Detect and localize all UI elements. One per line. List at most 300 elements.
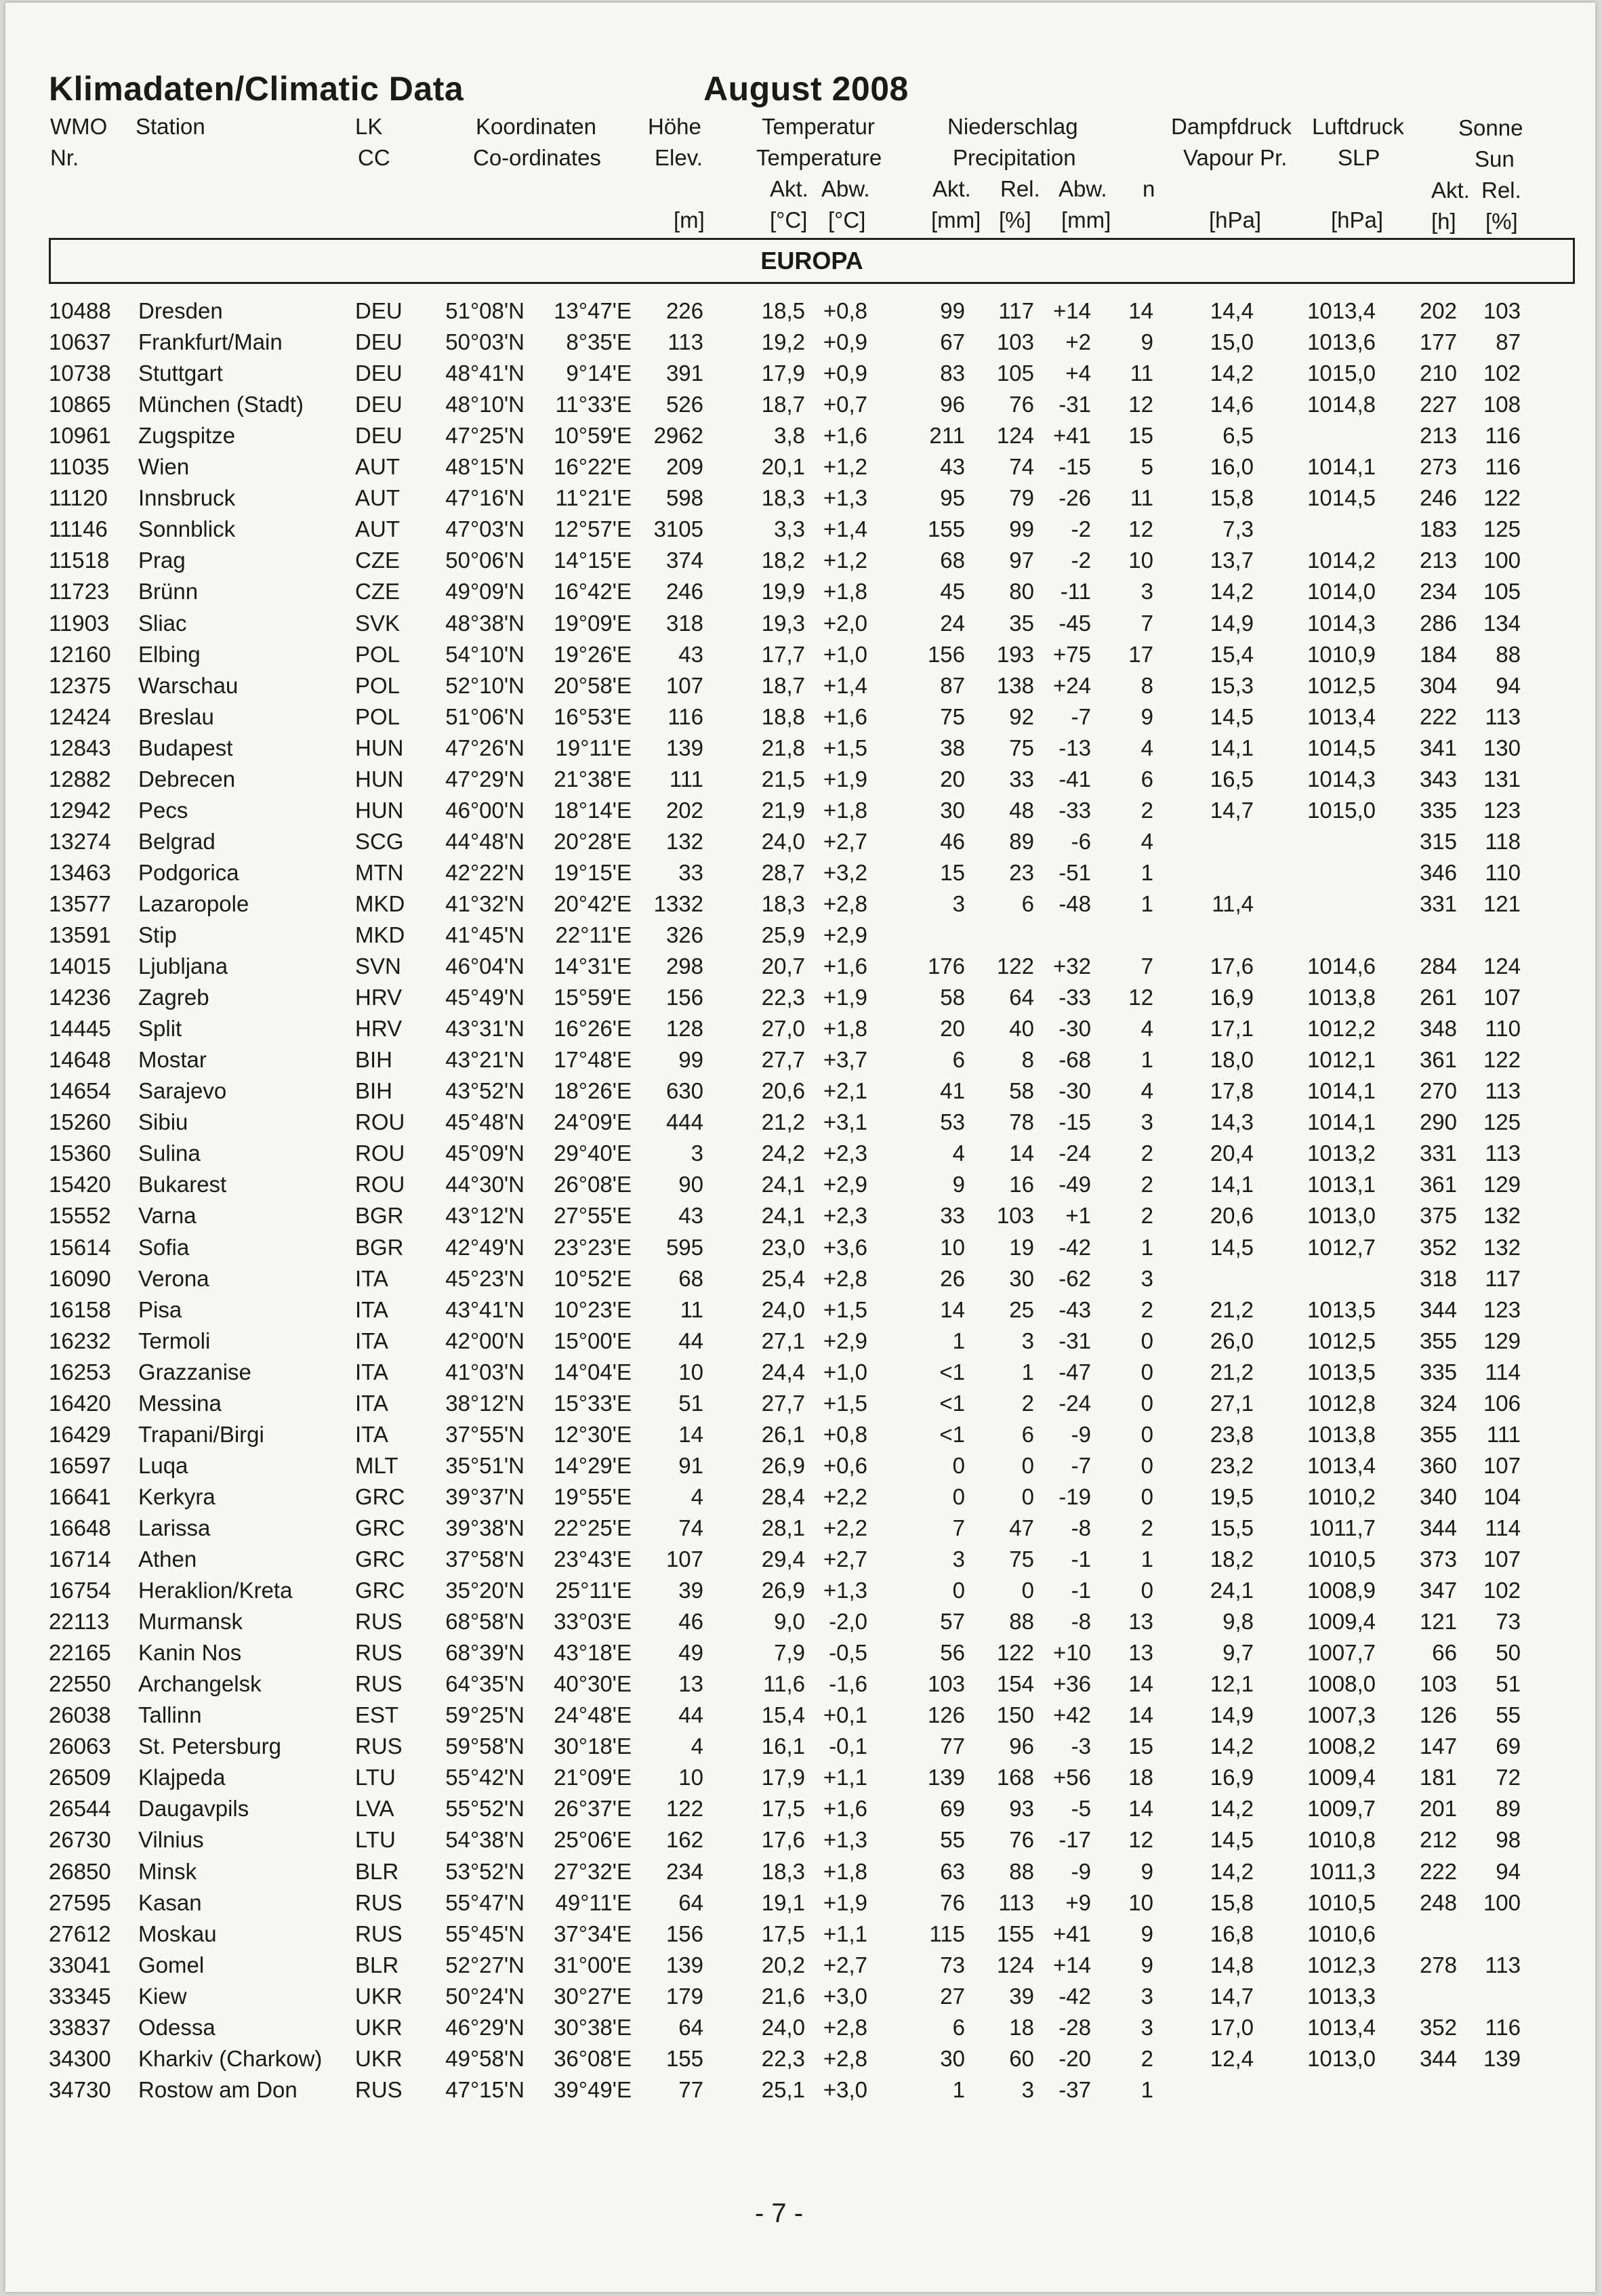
cell-p-abw: -33 (1059, 985, 1091, 1010)
cell-t-akt: 18,7 (761, 392, 805, 417)
cell-lat: 50°06'N (445, 548, 525, 573)
cell-wmo: 16714 (49, 1546, 111, 1572)
cell-station: Trapani/Birgi (138, 1421, 264, 1447)
cell-lon: 30°18'E (554, 1734, 632, 1759)
table-row (5, 922, 1595, 954)
cell-sun-akt: 375 (1419, 1203, 1457, 1229)
cell-p-akt: 56 (940, 1640, 965, 1666)
table-row (5, 1391, 1595, 1422)
cell-cc: EST (355, 1702, 399, 1728)
cell-station: Vilnius (138, 1827, 204, 1853)
table-row (5, 1515, 1595, 1546)
cell-wmo: 13577 (49, 890, 111, 916)
cell-lon: 18°26'E (554, 1078, 632, 1104)
cell-elev: 33 (678, 859, 703, 885)
cell-p-abw: -1 (1071, 1578, 1091, 1603)
cell-p-abw: -2 (1071, 516, 1091, 542)
cell-elev: 156 (665, 1921, 703, 1946)
hdr-temperature-en: Temperature (756, 145, 882, 170)
cell-t-abw: +1,5 (823, 1390, 867, 1416)
table-row (5, 2015, 1595, 2046)
cell-wmo: 33345 (49, 1983, 111, 2009)
cell-n: 13 (1128, 1640, 1153, 1666)
cell-p-akt: 69 (940, 1796, 965, 1822)
cell-station: München (Stadt) (138, 392, 304, 417)
unit-precip-akt: [mm] (931, 207, 981, 232)
table-row (5, 1796, 1595, 1827)
cell-station: Podgorica (138, 859, 239, 885)
cell-p-rel: 154 (996, 1671, 1034, 1697)
table-row (5, 1016, 1595, 1047)
cell-sun-rel: 110 (1485, 859, 1521, 885)
cell-lat: 59°58'N (445, 1734, 525, 1759)
cell-t-akt: 21,9 (761, 797, 805, 823)
cell-station: Sulina (138, 1141, 201, 1166)
cell-cc: HUN (355, 766, 404, 792)
cell-elev: 226 (665, 298, 703, 323)
cell-wmo: 16641 (49, 1483, 111, 1509)
cell-t-akt: 27,1 (761, 1328, 805, 1353)
cell-p-rel: 76 (1009, 392, 1034, 417)
cell-cc: SVN (355, 954, 401, 979)
hdr-wmo: WMO (50, 114, 108, 139)
cell-lat: 41°45'N (445, 922, 525, 947)
cell-vapour: 17,0 (1210, 2014, 1254, 2040)
cell-t-abw: +1,4 (823, 516, 867, 542)
cell-n: 4 (1141, 1016, 1153, 1042)
cell-t-abw: +1,0 (823, 1359, 867, 1385)
cell-n: 3 (1141, 579, 1153, 604)
cell-vapour: 17,1 (1210, 1016, 1254, 1042)
cell-vapour: 14,8 (1210, 1952, 1254, 1977)
cell-cc: HRV (355, 1016, 403, 1042)
cell-t-akt: 15,4 (761, 1702, 805, 1728)
cell-slp: 1015,0 (1307, 361, 1376, 386)
table-row (5, 548, 1595, 579)
cell-p-abw: +9 (1065, 1889, 1091, 1915)
cell-vapour: 14,5 (1210, 1827, 1254, 1853)
cell-slp: 1013,8 (1307, 985, 1376, 1010)
cell-elev: 99 (678, 1047, 703, 1073)
cell-slp: 1013,0 (1307, 2045, 1376, 2071)
cell-p-rel: 124 (996, 1952, 1034, 1977)
cell-p-abw: -5 (1071, 1796, 1091, 1822)
cell-cc: RUS (355, 1671, 403, 1697)
cell-sun-akt: 181 (1419, 1765, 1457, 1790)
cell-elev: 526 (665, 392, 703, 417)
cell-sun-rel: 123 (1483, 1296, 1521, 1322)
cell-sun-rel: 55 (1496, 1702, 1521, 1728)
cell-p-rel: 124 (996, 423, 1034, 449)
cell-sun-akt: 352 (1419, 1234, 1457, 1260)
cell-station: Prag (138, 548, 186, 573)
cell-p-rel: 3 (1021, 1328, 1034, 1353)
cell-station: St. Petersburg (138, 1734, 281, 1759)
cell-slp: 1014,1 (1307, 1109, 1376, 1135)
cell-wmo: 14445 (49, 1016, 111, 1042)
cell-wmo: 10738 (49, 361, 111, 386)
cell-station: Zagreb (138, 985, 209, 1010)
cell-vapour: 14,6 (1210, 392, 1254, 417)
cell-lat: 55°42'N (445, 1765, 525, 1790)
cell-lon: 36°08'E (554, 2045, 632, 2071)
table-row (5, 392, 1595, 423)
cell-cc: ITA (355, 1421, 388, 1447)
cell-vapour: 16,9 (1210, 1765, 1254, 1790)
cell-n: 0 (1141, 1328, 1153, 1353)
cell-station: Stuttgart (138, 361, 223, 386)
cell-slp: 1012,7 (1307, 1234, 1376, 1260)
cell-sun-akt: 286 (1419, 610, 1457, 636)
cell-p-akt: 83 (940, 361, 965, 386)
cell-sun-akt: 324 (1419, 1390, 1457, 1416)
cell-t-akt: 11,6 (763, 1671, 805, 1697)
cell-lat: 47°16'N (445, 485, 525, 511)
cell-elev: 90 (678, 1172, 703, 1197)
cell-p-rel: 168 (996, 1765, 1034, 1790)
table-row (5, 642, 1595, 673)
cell-station: Rostow am Don (138, 2076, 297, 2102)
cell-station: Sofia (138, 1234, 190, 1260)
cell-p-rel: 23 (1009, 859, 1034, 885)
cell-lon: 19°15'E (554, 859, 632, 885)
cell-sun-akt: 331 (1419, 890, 1457, 916)
cell-sun-akt: 103 (1419, 1671, 1457, 1697)
cell-sun-akt: 177 (1419, 329, 1457, 355)
cell-sun-akt: 201 (1419, 1796, 1457, 1822)
cell-sun-akt: 147 (1419, 1734, 1457, 1759)
cell-lon: 30°38'E (554, 2014, 632, 2040)
cell-p-rel: 39 (1009, 1983, 1034, 2009)
cell-sun-akt: 361 (1419, 1047, 1457, 1073)
cell-elev: 43 (678, 1203, 703, 1229)
cell-slp: 1013,0 (1307, 1203, 1376, 1229)
cell-p-rel: 78 (1009, 1109, 1034, 1135)
cell-t-abw: +3,6 (823, 1234, 867, 1260)
cell-p-rel: 155 (996, 1921, 1034, 1946)
cell-t-akt: 21,6 (761, 1983, 805, 2009)
cell-lat: 68°58'N (445, 1609, 525, 1635)
cell-sun-rel: 132 (1483, 1203, 1521, 1229)
cell-p-abw: -30 (1059, 1016, 1091, 1042)
cell-elev: 234 (665, 1858, 703, 1884)
cell-lon: 49°11'E (555, 1889, 632, 1915)
cell-station: Warschau (138, 672, 239, 698)
table-row (5, 329, 1595, 361)
cell-p-akt: 58 (940, 985, 965, 1010)
cell-elev: 113 (668, 329, 703, 355)
cell-t-abw: +3,0 (823, 2076, 867, 2102)
cell-wmo: 13591 (49, 922, 111, 947)
cell-elev: 444 (665, 1109, 703, 1135)
cell-sun-akt: 222 (1419, 1858, 1457, 1884)
cell-lon: 16°42'E (554, 579, 632, 604)
cell-sun-rel: 132 (1483, 1234, 1521, 1260)
cell-p-abw: -42 (1059, 1983, 1091, 2009)
cell-station: Pisa (138, 1296, 182, 1322)
cell-p-akt: 63 (940, 1858, 965, 1884)
cell-wmo: 11903 (49, 610, 110, 636)
cell-p-rel: 75 (1009, 735, 1034, 760)
cell-station: Belgrad (138, 828, 215, 854)
cell-cc: MLT (355, 1452, 398, 1478)
cell-p-akt: 46 (940, 828, 965, 854)
cell-lat: 37°55'N (445, 1421, 525, 1447)
cell-lat: 45°48'N (445, 1109, 525, 1135)
cell-p-rel: 6 (1021, 1421, 1034, 1447)
cell-n: 2 (1141, 2045, 1153, 2071)
cell-slp: 1013,5 (1307, 1296, 1376, 1322)
cell-lat: 51°06'N (445, 703, 525, 729)
cell-elev: 116 (668, 703, 703, 729)
cell-lon: 22°25'E (554, 1515, 632, 1540)
cell-sun-rel: 94 (1496, 672, 1521, 698)
cell-n: 14 (1128, 1796, 1153, 1822)
cell-p-akt: 53 (940, 1109, 965, 1135)
cell-p-rel: 16 (1009, 1172, 1034, 1197)
cell-n: 9 (1141, 1952, 1153, 1977)
cell-cc: MKD (355, 922, 405, 947)
cell-p-akt: 76 (940, 1889, 965, 1915)
cell-p-akt: 9 (952, 1172, 965, 1197)
cell-sun-rel: 116 (1485, 2014, 1521, 2040)
cell-lon: 20°28'E (554, 828, 632, 854)
table-row (5, 1734, 1595, 1765)
cell-lon: 12°57'E (554, 516, 632, 542)
cell-lat: 47°15'N (445, 2076, 525, 2102)
cell-t-akt: 28,1 (761, 1515, 805, 1540)
cell-sun-akt: 335 (1419, 797, 1457, 823)
table-row (5, 1109, 1595, 1141)
cell-p-rel: 14 (1009, 1141, 1034, 1166)
cell-sun-rel: 113 (1485, 1078, 1521, 1104)
cell-wmo: 15614 (49, 1234, 111, 1260)
cell-t-akt: 27,7 (761, 1390, 805, 1416)
cell-sun-rel: 102 (1483, 361, 1521, 386)
cell-sun-akt: 212 (1419, 1827, 1457, 1853)
cell-slp: 1012,5 (1307, 672, 1376, 698)
cell-t-abw: +2,7 (823, 828, 867, 854)
cell-p-rel: 30 (1009, 1265, 1034, 1291)
hdr-vapour-en: Vapour Pr. (1183, 145, 1288, 170)
cell-sun-akt: 344 (1419, 2045, 1457, 2071)
cell-cc: UKR (355, 2014, 403, 2040)
cell-p-abw: +10 (1053, 1640, 1091, 1666)
cell-p-rel: 60 (1009, 2045, 1034, 2071)
cell-sun-rel: 108 (1483, 392, 1521, 417)
cell-cc: BLR (355, 1952, 399, 1977)
cell-n: 3 (1141, 1265, 1153, 1291)
cell-slp: 1013,4 (1307, 2014, 1376, 2040)
cell-t-akt: 20,1 (761, 454, 805, 480)
cell-elev: 74 (678, 1515, 703, 1540)
cell-sun-akt: 66 (1432, 1640, 1457, 1666)
cell-lat: 50°24'N (445, 1983, 525, 2009)
cell-sun-rel: 103 (1483, 298, 1521, 323)
cell-cc: ITA (355, 1265, 388, 1291)
hdr-wmo-nr: Nr. (50, 145, 79, 170)
cell-p-abw: -7 (1071, 703, 1091, 729)
unit-elev: [m] (674, 207, 705, 232)
cell-cc: RUS (355, 1609, 403, 1635)
cell-cc: ITA (355, 1328, 388, 1353)
cell-wmo: 16648 (49, 1515, 111, 1540)
cell-lat: 45°49'N (445, 985, 525, 1010)
cell-n: 11 (1130, 361, 1153, 386)
cell-p-akt: 45 (940, 579, 965, 604)
cell-station: Ljubljana (138, 954, 228, 979)
cell-p-akt: 10 (940, 1234, 965, 1260)
cell-lon: 29°40'E (554, 1141, 632, 1166)
cell-sun-rel: 100 (1483, 1889, 1521, 1915)
cell-wmo: 11146 (49, 516, 108, 542)
cell-p-abw: -9 (1071, 1421, 1091, 1447)
cell-lon: 14°15'E (554, 548, 632, 573)
cell-elev: 139 (665, 735, 703, 760)
cell-station: Brünn (138, 579, 199, 604)
cell-lon: 10°52'E (554, 1265, 632, 1291)
cell-p-abw: -28 (1059, 2014, 1091, 2040)
cell-vapour: 18,0 (1210, 1047, 1254, 1073)
cell-p-abw: +24 (1053, 672, 1091, 698)
cell-station: Tallinn (138, 1702, 202, 1728)
document-title: Klimadaten/Climatic Data (49, 70, 464, 108)
table-row (5, 1141, 1595, 1172)
table-row (5, 829, 1595, 860)
cell-t-akt: 23,0 (761, 1234, 805, 1260)
cell-elev: 107 (665, 1546, 703, 1572)
cell-p-rel: 99 (1009, 516, 1034, 542)
cell-p-abw: -68 (1059, 1047, 1091, 1073)
cell-sun-akt: 248 (1419, 1889, 1457, 1915)
cell-t-abw: +1,8 (823, 1016, 867, 1042)
cell-sun-rel: 114 (1485, 1359, 1521, 1385)
cell-lat: 43°41'N (445, 1296, 525, 1322)
cell-station: Daugavpils (138, 1796, 249, 1822)
cell-p-akt: 68 (940, 548, 965, 573)
cell-elev: 111 (669, 766, 703, 792)
cell-cc: UKR (355, 1983, 403, 2009)
cell-station: Kanin Nos (138, 1640, 242, 1666)
cell-t-akt: 21,5 (761, 766, 805, 792)
cell-t-akt: 22,3 (761, 2045, 805, 2071)
cell-lon: 21°38'E (554, 766, 632, 792)
cell-lat: 47°03'N (445, 516, 525, 542)
table-row (5, 954, 1595, 985)
cell-lat: 47°29'N (445, 766, 525, 792)
cell-sun-rel: 94 (1496, 1858, 1521, 1884)
cell-t-abw: +1,6 (823, 703, 867, 729)
cell-sun-rel: 113 (1485, 703, 1521, 729)
cell-sun-rel: 87 (1496, 329, 1521, 355)
cell-t-akt: 18,3 (761, 1858, 805, 1884)
cell-t-akt: 26,9 (761, 1578, 805, 1603)
cell-p-abw: -9 (1071, 1858, 1091, 1884)
cell-t-akt: 18,3 (761, 485, 805, 511)
unit-precip-abw: [mm] (1061, 207, 1111, 232)
hdr-precip-rel: Rel. (1000, 176, 1040, 201)
cell-sun-rel: 104 (1483, 1483, 1521, 1509)
cell-lat: 48°38'N (445, 610, 525, 636)
cell-wmo: 16232 (49, 1328, 111, 1353)
cell-slp: 1014,5 (1307, 485, 1376, 511)
cell-n: 0 (1141, 1483, 1153, 1509)
cell-p-rel: 113 (998, 1889, 1034, 1915)
cell-p-rel: 138 (996, 672, 1034, 698)
cell-t-akt: 24,0 (761, 1296, 805, 1322)
cell-vapour: 14,9 (1210, 1702, 1254, 1728)
unit-temp-abw: [°C] (828, 207, 866, 232)
cell-station: Varna (138, 1203, 197, 1229)
cell-sun-akt: 213 (1419, 548, 1457, 573)
cell-station: Mostar (138, 1047, 207, 1073)
cell-lon: 14°04'E (554, 1359, 632, 1385)
cell-station: Messina (138, 1390, 222, 1416)
cell-p-abw: -13 (1059, 735, 1091, 760)
cell-p-akt: 95 (940, 485, 965, 511)
table-row (5, 1078, 1595, 1109)
cell-p-akt: 24 (940, 610, 965, 636)
cell-wmo: 16597 (49, 1452, 111, 1478)
cell-slp: 1013,4 (1307, 1452, 1376, 1478)
cell-cc: POL (355, 703, 400, 729)
cell-sun-rel: 125 (1483, 1109, 1521, 1135)
cell-vapour: 14,1 (1210, 735, 1254, 760)
cell-cc: BGR (355, 1203, 404, 1229)
cell-lon: 11°33'E (555, 392, 632, 417)
cell-slp: 1012,8 (1307, 1390, 1376, 1416)
cell-elev: 155 (665, 2045, 703, 2071)
cell-slp: 1012,1 (1307, 1047, 1376, 1073)
cell-sun-rel: 113 (1485, 1952, 1521, 1977)
cell-wmo: 26063 (49, 1734, 111, 1759)
cell-lon: 31°00'E (554, 1952, 632, 1977)
cell-sun-akt: 348 (1419, 1016, 1457, 1042)
cell-p-rel: 0 (1021, 1483, 1034, 1509)
cell-t-akt: 17,7 (761, 641, 805, 667)
cell-station: Bukarest (138, 1172, 227, 1197)
cell-vapour: 9,7 (1223, 1640, 1254, 1666)
cell-p-abw: -8 (1071, 1515, 1091, 1540)
cell-slp: 1013,4 (1307, 703, 1376, 729)
cell-p-abw: -8 (1071, 1609, 1091, 1635)
cell-lat: 46°00'N (445, 797, 525, 823)
cell-elev: 13 (678, 1671, 703, 1697)
table-row (5, 766, 1595, 798)
table-row (5, 891, 1595, 922)
table-row (5, 1671, 1595, 1702)
cell-elev: 156 (665, 985, 703, 1010)
cell-t-akt: 28,7 (761, 859, 805, 885)
cell-p-akt: 126 (927, 1702, 965, 1728)
cell-vapour: 14,2 (1210, 579, 1254, 604)
cell-p-abw: +75 (1053, 641, 1091, 667)
cell-p-akt: 211 (929, 423, 965, 449)
cell-p-rel: 47 (1009, 1515, 1034, 1540)
cell-p-rel: 89 (1009, 828, 1034, 854)
table-row (5, 1203, 1595, 1234)
cell-vapour: 6,5 (1223, 423, 1254, 449)
cell-n: 0 (1141, 1421, 1153, 1447)
cell-lat: 47°26'N (445, 735, 525, 760)
cell-vapour: 15,3 (1210, 672, 1254, 698)
cell-p-abw: -37 (1059, 2076, 1091, 2102)
cell-sun-rel: 51 (1496, 1671, 1521, 1697)
cell-p-abw: -43 (1059, 1296, 1091, 1322)
cell-p-rel: 96 (1009, 1734, 1034, 1759)
cell-wmo: 12882 (49, 766, 111, 792)
cell-elev: 10 (678, 1765, 703, 1790)
